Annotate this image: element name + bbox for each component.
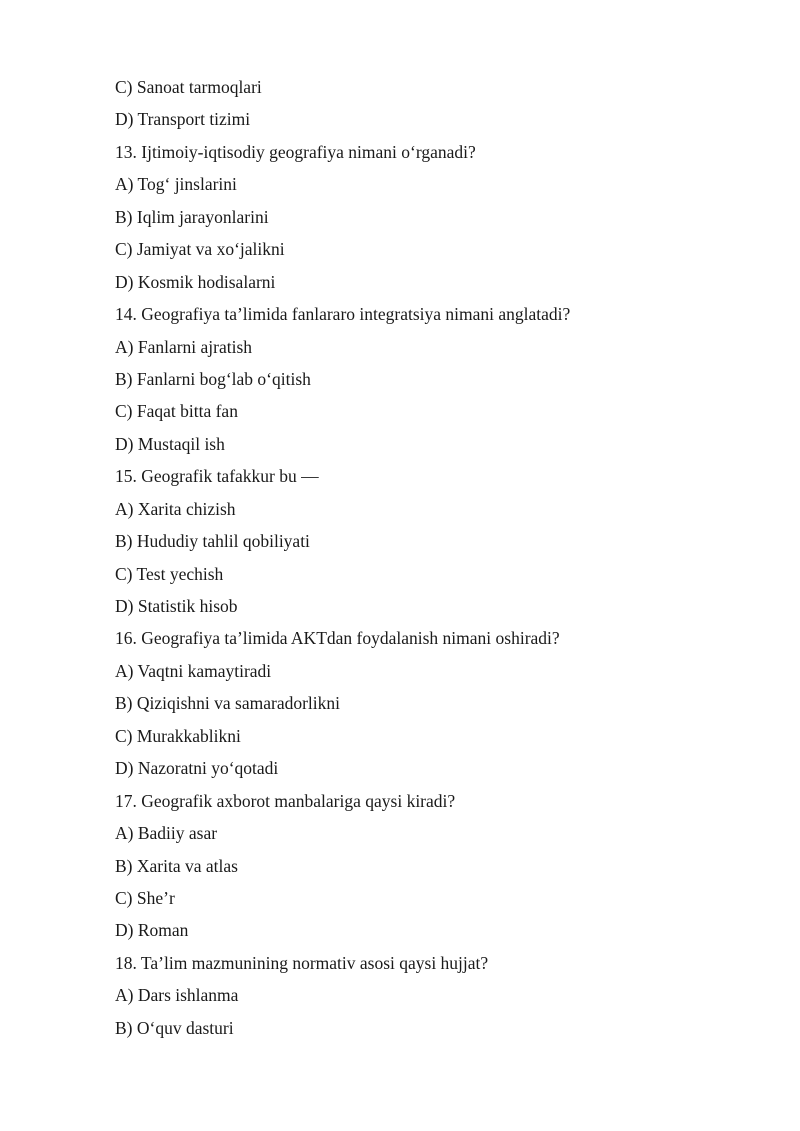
question-text: 18. Ta’lim mazmunining normativ asosi qaysi hujjat? [115,952,489,973]
answer-option: A) Xarita chizish [115,498,236,519]
question-text: 13. Ijtimoiy-iqtisodiy geografiya nimani o‘rganadi? [115,141,476,162]
answer-option: D) Statistik hisob [115,596,238,616]
answer-option: C) She’r [115,887,175,908]
answer-option: B) Fanlarni bog‘lab o‘qitish [115,368,311,389]
answer-option: C) Faqat bitta fan [115,401,238,422]
answer-option: A) Tog‘ jinslarini [115,174,237,195]
answer-option: B) Xarita va atlas [115,855,238,876]
answer-option: A) Fanlarni ajratish [115,336,253,357]
answer-option: D) Kosmik hodisalarni [115,271,276,292]
answer-option: A) Dars ishlanma [115,985,239,1006]
question-text: 17. Geografik axborot manbalariga qaysi kiradi? [115,790,456,811]
question-text: 14. Geografiya ta’limida fanlararo integratsiya nimani anglatadi? [115,304,571,325]
answer-option: C) Sanoat tarmoqlari [115,77,262,97]
answer-option: C) Jamiyat va xo‘jalikni [115,239,285,260]
question-text: 15. Geografik tafakkur bu — [115,466,319,487]
answer-option: C) Test yechish [115,563,224,584]
answer-option: B) Qiziqishni va samaradorlikni [115,693,341,714]
answer-option: B) Hududiy tahlil qobiliyati [115,531,310,552]
question-list [115,74,755,1047]
answer-option: D) Transport tizimi [115,109,251,130]
answer-option: B) Iqlim jarayonlarini [115,206,269,227]
answer-option: D) Roman [115,920,189,941]
answer-option: B) O‘quv dasturi [115,1017,234,1038]
question-text: 16. Geografiya ta’limida AKTdan foydalanish nimani oshiradi? [115,628,560,649]
answer-option: D) Nazoratni yo‘qotadi [115,758,279,779]
answer-option: C) Murakkablikni [115,725,241,746]
answer-option: A) Badiiy asar [115,823,218,844]
answer-option: D) Mustaqil ish [115,433,225,454]
answer-option: A) Vaqtni kamaytiradi [115,660,272,681]
